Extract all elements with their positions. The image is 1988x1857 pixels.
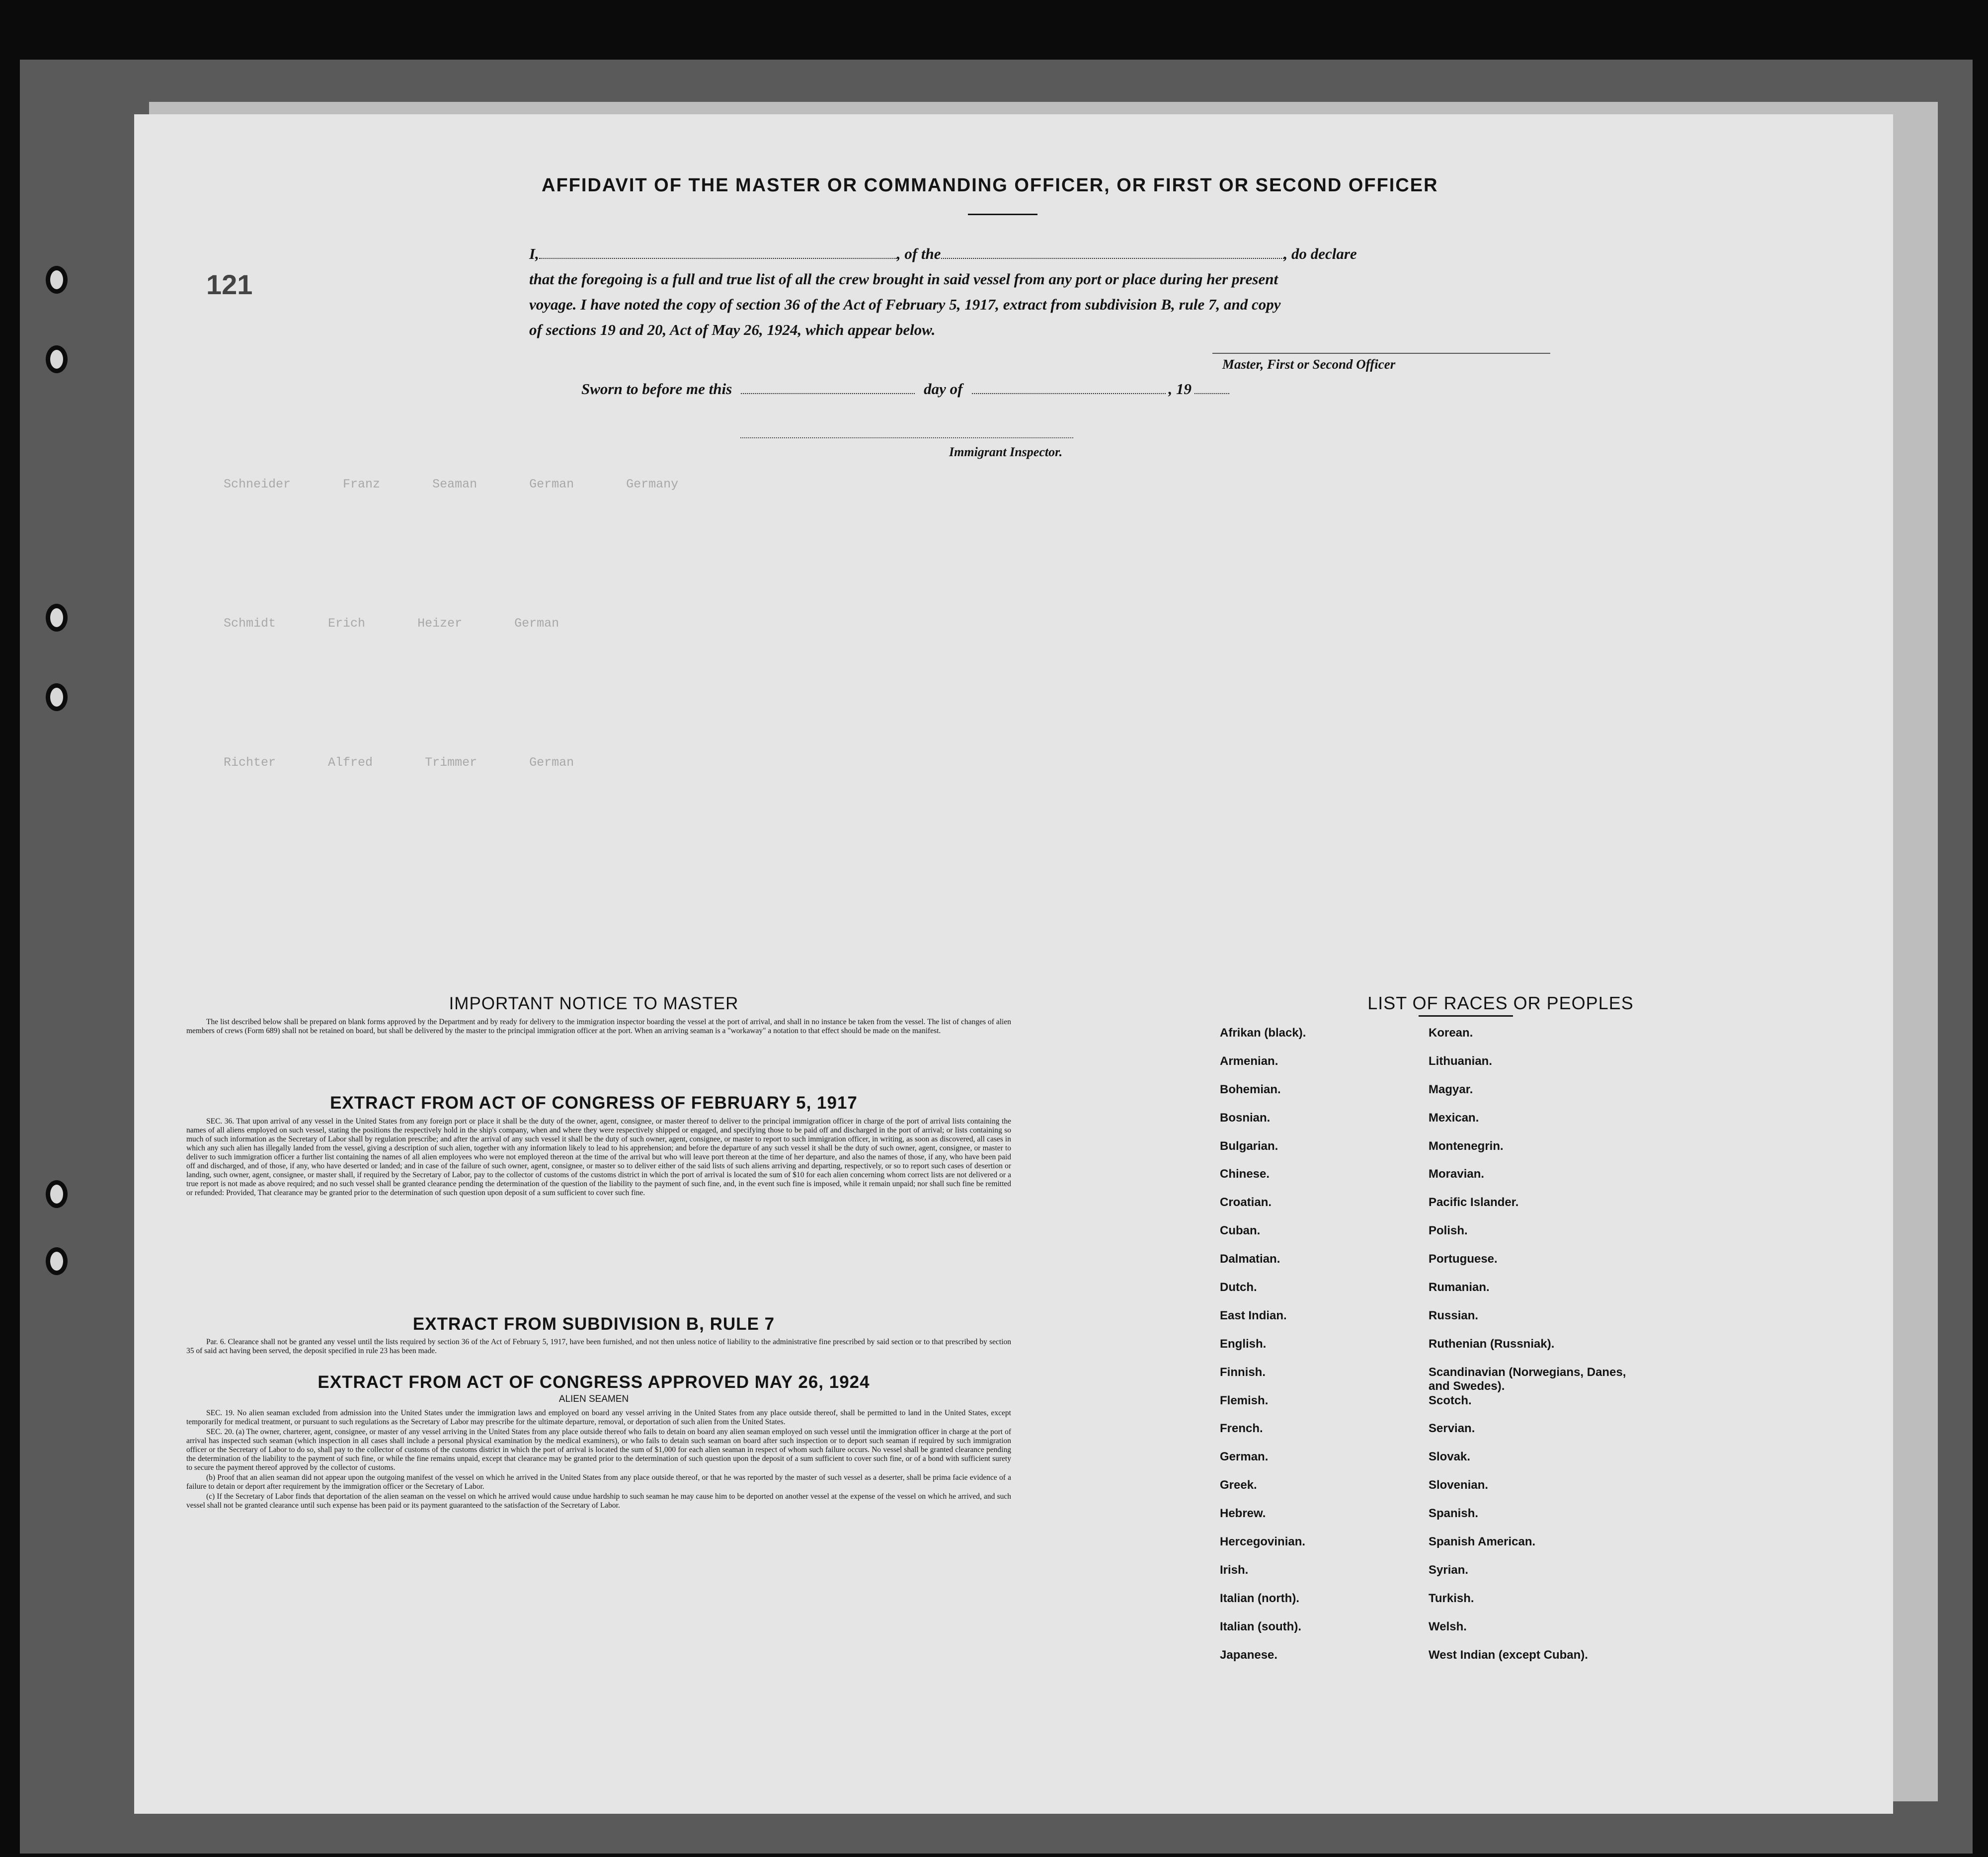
alien-seamen-subtitle: ALIEN SEAMEN [558, 1394, 629, 1404]
race-item: Polish. [1429, 1224, 1468, 1238]
inspector-signature-line [740, 437, 1073, 438]
race-item: Italian (south). [1220, 1619, 1301, 1633]
race-item: Moravian. [1429, 1167, 1485, 1181]
race-item: Dalmatian. [1220, 1252, 1280, 1266]
race-item: Irish. [1220, 1563, 1249, 1577]
day-of-label: day of [924, 380, 963, 398]
race-item: Syrian. [1429, 1563, 1469, 1577]
extract-1924-body [186, 1409, 1011, 1511]
race-item: Turkish. [1429, 1591, 1474, 1605]
race-item: Hercegovinian. [1220, 1535, 1306, 1549]
extract-1917-body [186, 1117, 1011, 1199]
races-column-1 [1220, 1026, 1384, 1676]
crew-list-form-back [134, 114, 1893, 1814]
binder-hole [46, 266, 68, 294]
bleed-through-text: Richter Alfred Trimmer German [224, 755, 574, 770]
name-blank [539, 248, 897, 259]
race-item: Portuguese. [1429, 1252, 1498, 1266]
notice-body [186, 1018, 1011, 1037]
sworn-label: Sworn to before me this [581, 380, 732, 398]
master-signature-line [1212, 353, 1550, 354]
races-title: LIST OF RACES OR PEOPLES [1367, 993, 1634, 1013]
rule-7-text: Par. 6. Clearance shall not be granted any vessel until the lists required by section 36 of the Act of February 5, 1917, have been furnished, and not then unless notice of liability to the administrative fine prescribed by said section or to that prescribed by section 35 of said act having been served, the deposit specified in rule 23 has been made. [186, 1338, 1011, 1355]
extract-1917-title: EXTRACT FROM ACT OF CONGRESS OF FEBRUARY 5, 1917 [330, 1093, 858, 1113]
affidavit-line-2: that the foregoing is a full and true list of all the crew brought in said vessel from any port or place during her present [529, 270, 1278, 288]
races-column-2 [1429, 1026, 1642, 1676]
race-item: Rumanian. [1429, 1281, 1490, 1294]
extract-1924-title: EXTRACT FROM ACT OF CONGRESS APPROVED MAY 26, 1924 [318, 1373, 870, 1392]
race-item: Chinese. [1220, 1167, 1270, 1181]
race-item: Ruthenian (Russniak). [1429, 1337, 1555, 1351]
sworn-row [581, 380, 1229, 398]
races-underline [1419, 1015, 1513, 1017]
race-item: Welsh. [1429, 1619, 1467, 1633]
race-item: Spanish American. [1429, 1535, 1536, 1549]
race-item: Armenian. [1220, 1054, 1278, 1068]
affidavit-declare: , do declare [1283, 245, 1357, 262]
bleed-through-text: Schmidt Erich Heizer German [224, 616, 559, 631]
bleed-through-text: Schneider Franz Seaman German Germany [224, 477, 679, 491]
race-item: Pacific Islander. [1429, 1196, 1519, 1210]
race-item: Bosnian. [1220, 1111, 1271, 1125]
race-item: Magyar. [1429, 1082, 1473, 1096]
race-item: Slovak. [1429, 1450, 1471, 1464]
race-item: Cuban. [1220, 1224, 1261, 1238]
affidavit-of-the: , of the [896, 245, 941, 262]
section-20c-text: (c) If the Secretary of Labor finds that deportation of the alien seaman on the vessel on which he arrived would cause undue hardship to such seaman he may cause him to be deported on another vessel at the expense of the vessel on which he arrived, and such vessel shall not be granted clearance until such expense has been paid or its payment guaranteed to the satisfaction of the Secretary of Labor. [186, 1492, 1011, 1510]
day-blank [741, 383, 915, 394]
race-item: Lithuanian. [1429, 1054, 1492, 1068]
race-item: Croatian. [1220, 1196, 1272, 1210]
notice-title: IMPORTANT NOTICE TO MASTER [449, 994, 739, 1013]
inspector-title: Immigrant Inspector. [949, 445, 1063, 459]
race-item: Hebrew. [1220, 1507, 1266, 1521]
title-underline [968, 214, 1037, 215]
section-20b-text: (b) Proof that an alien seaman did not appear upon the outgoing manifest of the vessel on which he arrived in the United States from any place outside thereof, or that he was reported by the master of such vessel as a deserter, shall be prima facie evidence of a failure to detain or deport after requirement by the immigration officer or the Secretary of Labor. [186, 1473, 1011, 1491]
affidavit-body [529, 241, 1652, 342]
affidavit-line-1 [529, 241, 1652, 266]
binder-hole [46, 1247, 68, 1275]
race-item: Montenegrin. [1429, 1139, 1504, 1153]
race-item: German. [1220, 1450, 1269, 1464]
binder-hole [46, 345, 68, 373]
binder-hole [46, 1180, 68, 1208]
race-item: Slovenian. [1429, 1478, 1489, 1492]
race-item: Afrikan (black). [1220, 1026, 1306, 1040]
year-blank [1194, 383, 1229, 394]
notice-text: The list described below shall be prepared on blank forms approved by the Department and by ready for delivery to the immigration inspector boarding the vessel at the port of arrival, and shall in no instance be taken from the vessel. The list of changes of alien members of crews (Form 689) shall not be retained on board, but shall be delivered by the master to the principal immigration officer at the port. When an arriving seaman is a "workaway" a notation to that effect should be made on the manifest. [186, 1018, 1011, 1035]
race-item: West Indian (except Cuban). [1429, 1648, 1588, 1662]
race-item: Scandinavian (Norwegians, Danes, and Swedes). [1429, 1365, 1626, 1393]
race-item: English. [1220, 1337, 1267, 1351]
margin-number: 121 [206, 269, 253, 300]
section-36-text: SEC. 36. That upon arrival of any vessel in the United States from any foreign port or place it shall be the duty of the owner, agent, consignee, or master thereof to deliver to the principal immigration officer in charge of the port of arrival lists containing the names of all aliens employed on such vessel, stating the positions the respectively hold in the ship's company, when and where they were respectively shipped or engaged, and specifying those to be paid off and discharged in the port of arrival; or lists containing so much of such information as the Secretary of Labor shall by regulation prescribe; and after the arrival of any such vessel it shall be the duty of such owner, agent, consignee, or master to report to such immigration officer, in writing, as soon as discovered, all cases in which any such alien has illegally landed from the vessel, giving a description of such alien, together with any information likely to lead to his apprehension; and before the departure of any such vessel it shall be the duty of such owner, agent, consignee, or master to deliver to such immigration officer a further list containing the names of all alien employees who were not employed thereon at the time of the arrival but who will leave port thereon at the time of her departure, and also the names of those, if any, who have been paid off and discharged, and of those, if any, who have deserted or landed; and in case of the failure of such owner, agent, consignee, or master so to deliver either of the said lists of such aliens arriving and departing, respectively, or so to report such cases of desertion or landing, such owner, agent, consignee, or master shall, if required by the Secretary of Labor, pay to the collector of customs of the customs district in which the port of arrival is located the sum of $10 for each alien concerning whom correct lists are not delivered or a true report is not made as above required; and no such vessel shall be granted clearance pending the determination of the question of the liability to the payment of such fine, and, in the event such fine is imposed, while it remain unpaid; nor shall such fine be remitted or refunded: Provided, That clearance may be granted prior to the determination of such question upon deposit of a sum sufficient to cover such fine. [186, 1117, 1011, 1197]
race-item: Spanish. [1429, 1507, 1479, 1521]
section-20a-text: SEC. 20. (a) The owner, charterer, agent, consignee, or master of any vessel arriving in the United States from any place outside thereof who fails to detain on board any alien seaman employed on such vessel until the immigration officer in charge at the port of arrival has inspected such seaman (which inspection in all cases shall include a personal physical examination by the medical examiners), or who fails to detain such seaman on board after such inspection or to deport such seaman if required by such immigration officer or the Secretary of Labor to do so, shall pay to the collector of customs of the customs district in which the port of arrival is located the sum of $1,000 for each alien seaman in respect of whom such failure occurs. No vessel shall be granted clearance pending the determination of the liability to the payment of such fine, or while the fine remains unpaid, except that clearance may be granted prior to the determination of such question upon the deposit of a sum sufficient to cover such fine, or of a bond with sufficient surety to secure the payment thereof approved by the collector of customs. [186, 1428, 1011, 1472]
affidavit-i: I, [529, 245, 539, 262]
race-item: Finnish. [1220, 1365, 1266, 1379]
race-item: French. [1220, 1422, 1263, 1436]
section-19-text: SEC. 19. No alien seaman excluded from admission into the United States under the immigration laws and employed on board any vessel arriving in the United States from any place outside thereof, shall be permitted to land in the United States, except temporarily for medical treatment, or pursuant to such regulations as the Secretary of Labor may prescribe for the ultimate departure, removal, or deportation of such alien from the United States. [186, 1409, 1011, 1426]
binder-hole [46, 604, 68, 632]
race-item: Greek. [1220, 1478, 1257, 1492]
race-item: East Indian. [1220, 1308, 1287, 1322]
year-label: , 19 [1168, 380, 1192, 398]
race-item: Russian. [1429, 1308, 1479, 1322]
master-title: Master, First or Second Officer [1222, 357, 1396, 372]
affidavit-title: AFFIDAVIT OF THE MASTER OR COMMANDING OFFICER, OR FIRST OR SECOND OFFICER [542, 175, 1438, 196]
month-blank [972, 383, 1166, 394]
race-item: Bohemian. [1220, 1082, 1281, 1096]
race-item: Bulgarian. [1220, 1139, 1278, 1153]
race-item: Flemish. [1220, 1393, 1269, 1407]
affidavit-line-4: of sections 19 and 20, Act of May 26, 1924, which appear below. [529, 321, 936, 338]
race-item: Korean. [1429, 1026, 1473, 1040]
rule-7-body [186, 1338, 1011, 1357]
race-item: Servian. [1429, 1422, 1475, 1436]
affidavit-line-3: voyage. I have noted the copy of section 36 of the Act of February 5, 1917, extract from subdivision B, rule 7, and copy [529, 296, 1281, 313]
rule-7-title: EXTRACT FROM SUBDIVISION B, RULE 7 [412, 1314, 775, 1334]
binder-hole [46, 683, 68, 711]
race-item: Dutch. [1220, 1281, 1257, 1294]
race-item: Italian (north). [1220, 1591, 1299, 1605]
vessel-blank [941, 248, 1284, 259]
race-item: Mexican. [1429, 1111, 1479, 1125]
race-item: Japanese. [1220, 1648, 1278, 1662]
race-item: Scotch. [1429, 1393, 1472, 1407]
